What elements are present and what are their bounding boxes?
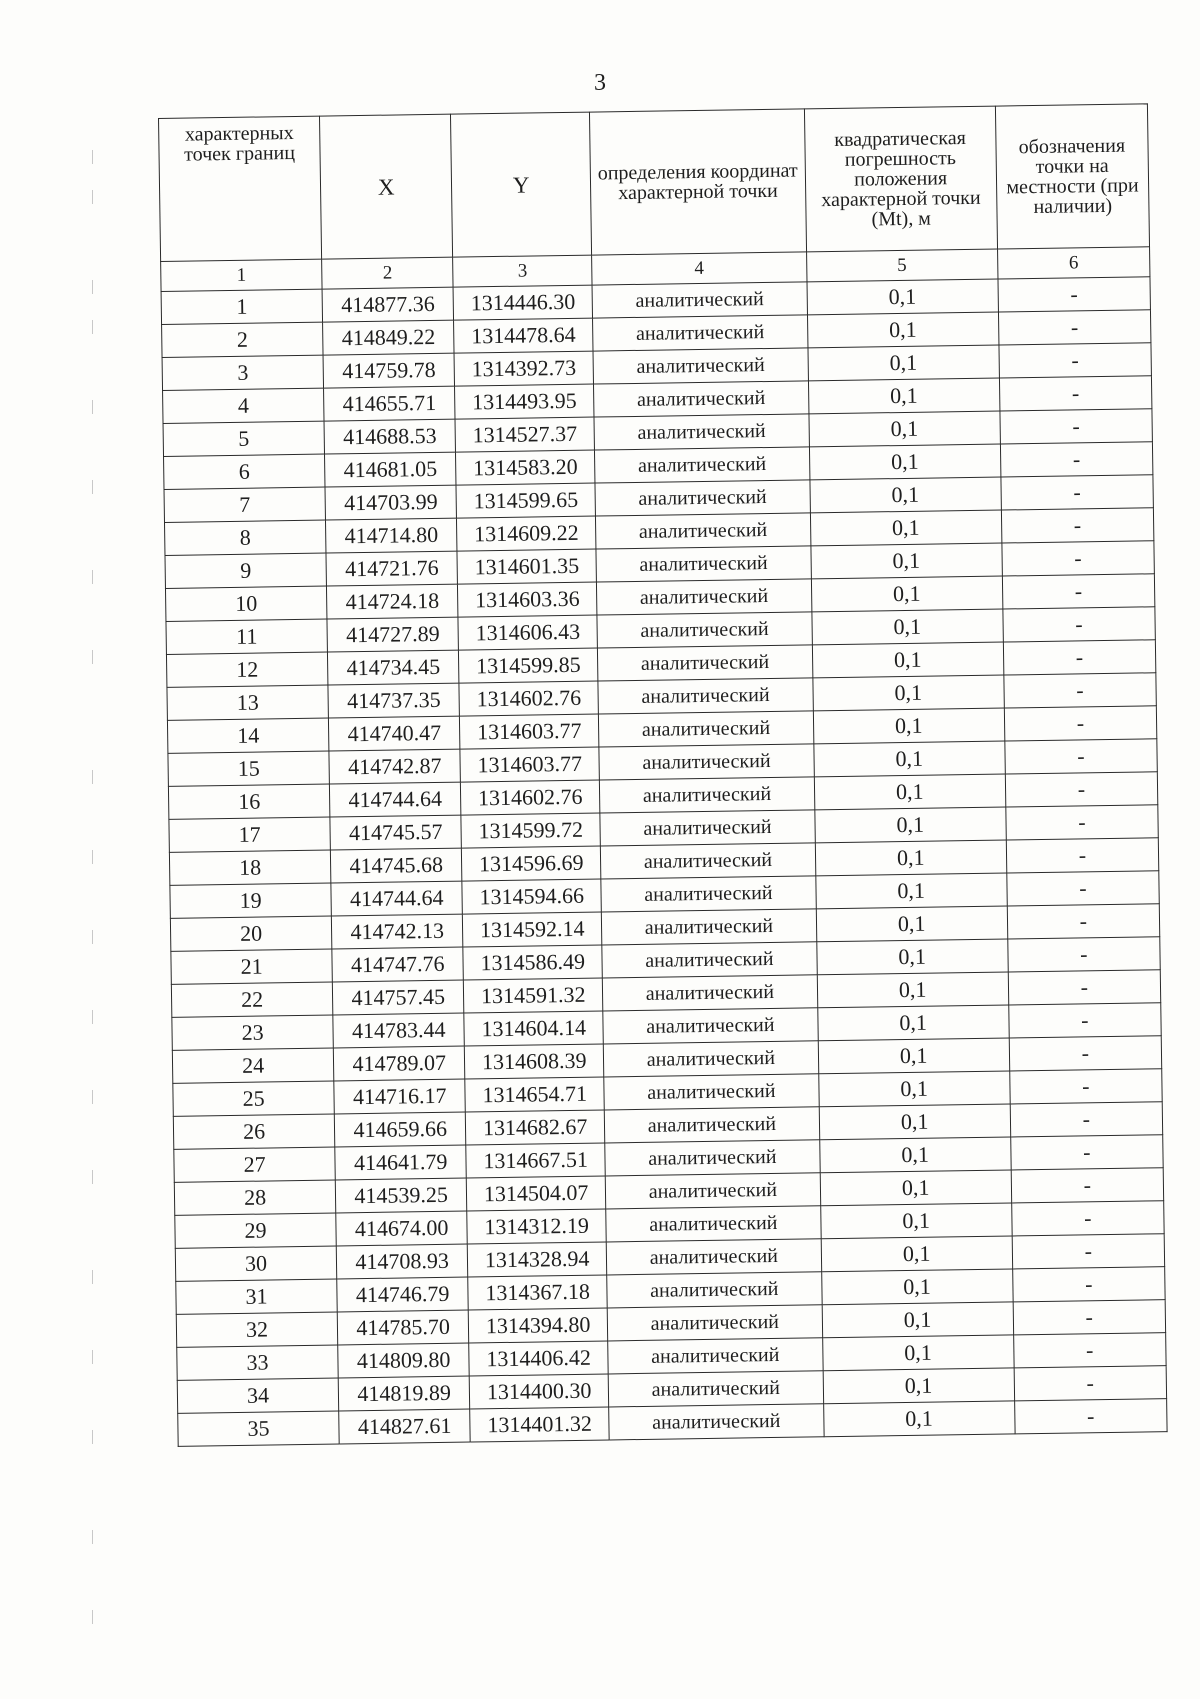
x-coordinate: 414746.79 [337, 1277, 469, 1312]
error-cell: 0,1 [809, 444, 1001, 480]
marking-cell: - [1005, 772, 1158, 807]
error-cell: 0,1 [818, 1038, 1010, 1074]
x-coordinate: 414724.18 [327, 584, 459, 619]
point-number: 10 [165, 586, 327, 621]
scan-mark [92, 190, 93, 204]
error-cell: 0,1 [808, 345, 1000, 381]
marking-cell: - [1006, 838, 1159, 873]
method-cell: аналитический [605, 1173, 820, 1209]
point-number: 34 [177, 1378, 339, 1413]
y-coordinate: 1314599.65 [456, 483, 595, 518]
scan-mark [92, 1270, 93, 1284]
method-cell: аналитический [594, 381, 809, 417]
scan-mark [92, 650, 93, 664]
x-coordinate: 414727.89 [327, 617, 459, 652]
method-cell: аналитический [598, 645, 813, 681]
header-marking: обозначения точки на местности (при наличии) [995, 104, 1149, 249]
scan-mark [92, 1610, 93, 1624]
x-coordinate: 414783.44 [333, 1013, 465, 1048]
y-coordinate: 1314367.18 [468, 1275, 607, 1310]
y-coordinate: 1314596.69 [462, 846, 601, 881]
method-cell: аналитический [600, 810, 815, 846]
error-cell: 0,1 [811, 543, 1003, 579]
scan-mark [92, 1170, 93, 1184]
marking-cell: - [1001, 475, 1154, 510]
error-cell: 0,1 [812, 675, 1004, 711]
marking-cell: - [999, 343, 1152, 378]
marking-cell: - [1007, 937, 1160, 972]
point-number: 26 [173, 1114, 335, 1149]
point-number: 21 [171, 949, 333, 984]
x-coordinate: 414740.47 [329, 716, 461, 751]
method-cell: аналитический [594, 414, 809, 450]
point-number: 9 [165, 553, 327, 588]
method-cell: аналитический [604, 1074, 819, 1110]
y-coordinate: 1314328.94 [467, 1242, 606, 1277]
scan-mark [92, 1430, 93, 1444]
method-cell: аналитический [599, 744, 814, 780]
x-coordinate: 414688.53 [324, 419, 456, 454]
y-coordinate: 1314603.77 [460, 714, 599, 749]
point-number: 17 [169, 817, 331, 852]
y-coordinate: 1314493.95 [455, 384, 594, 419]
marking-cell: - [998, 277, 1151, 312]
point-number: 27 [174, 1147, 336, 1182]
x-coordinate: 414744.64 [331, 881, 463, 916]
x-coordinate: 414659.66 [334, 1112, 466, 1147]
point-number: 25 [173, 1081, 335, 1116]
marking-cell: - [1004, 706, 1157, 741]
point-number: 28 [174, 1180, 336, 1215]
method-cell: аналитический [597, 579, 812, 615]
marking-cell: - [1003, 640, 1156, 675]
point-number: 3 [162, 355, 324, 390]
error-cell: 0,1 [815, 840, 1007, 876]
point-number: 18 [169, 850, 331, 885]
method-cell: аналитический [609, 1404, 824, 1440]
method-cell: аналитический [601, 909, 816, 945]
point-number: 20 [170, 916, 332, 951]
x-coordinate: 414827.61 [339, 1409, 471, 1444]
error-cell: 0,1 [807, 279, 999, 315]
x-coordinate: 414789.07 [333, 1046, 465, 1081]
y-coordinate: 1314667.51 [466, 1143, 605, 1178]
point-number: 5 [163, 421, 325, 456]
marking-cell: - [1001, 508, 1154, 543]
error-cell: 0,1 [813, 741, 1005, 777]
x-coordinate: 414539.25 [335, 1178, 467, 1213]
error-cell: 0,1 [823, 1368, 1015, 1404]
y-coordinate: 1314608.39 [465, 1044, 604, 1079]
point-number: 13 [167, 685, 329, 720]
marking-cell: - [1002, 574, 1155, 609]
point-number: 15 [168, 751, 330, 786]
column-number: 5 [806, 249, 998, 282]
scan-mark [92, 150, 93, 164]
marking-cell: - [1009, 1069, 1162, 1104]
y-coordinate: 1314527.37 [455, 417, 594, 452]
error-cell: 0,1 [807, 312, 999, 348]
point-number: 6 [164, 454, 326, 489]
y-coordinate: 1314602.76 [461, 780, 600, 815]
y-coordinate: 1314592.14 [463, 912, 602, 947]
y-coordinate: 1314312.19 [467, 1209, 606, 1244]
x-coordinate: 414641.79 [335, 1145, 467, 1180]
point-number: 23 [172, 1015, 334, 1050]
error-cell: 0,1 [816, 906, 1008, 942]
x-coordinate: 414849.22 [323, 320, 455, 355]
method-cell: аналитический [607, 1272, 822, 1308]
coordinates-sheet [158, 103, 1168, 1447]
marking-cell: - [1005, 739, 1158, 774]
x-coordinate: 414737.35 [328, 683, 460, 718]
method-cell: аналитический [597, 612, 812, 648]
error-cell: 0,1 [812, 642, 1004, 678]
error-cell: 0,1 [811, 576, 1003, 612]
scan-mark [92, 850, 93, 864]
y-coordinate: 1314400.30 [469, 1374, 608, 1409]
error-cell: 0,1 [819, 1104, 1011, 1140]
error-cell: 0,1 [814, 774, 1006, 810]
error-cell: 0,1 [822, 1335, 1014, 1371]
method-cell: аналитический [607, 1305, 822, 1341]
marking-cell: - [1009, 1036, 1162, 1071]
x-coordinate: 414745.57 [330, 815, 462, 850]
x-coordinate: 414877.36 [322, 287, 454, 322]
point-number: 16 [168, 784, 330, 819]
y-coordinate: 1314606.43 [458, 615, 597, 650]
x-coordinate: 414757.45 [332, 980, 464, 1015]
y-coordinate: 1314654.71 [465, 1077, 604, 1112]
marking-cell: - [1004, 673, 1157, 708]
method-cell: аналитический [602, 942, 817, 978]
method-cell: аналитический [604, 1107, 819, 1143]
method-cell: аналитический [598, 678, 813, 714]
error-cell: 0,1 [811, 609, 1003, 645]
method-cell: аналитический [605, 1140, 820, 1176]
method-cell: аналитический [593, 315, 808, 351]
y-coordinate: 1314594.66 [462, 879, 601, 914]
marking-cell: - [999, 376, 1152, 411]
point-number: 12 [166, 652, 328, 687]
point-number: 31 [176, 1279, 338, 1314]
error-cell: 0,1 [809, 411, 1001, 447]
x-coordinate: 414747.76 [332, 947, 464, 982]
error-cell: 0,1 [818, 1071, 1010, 1107]
error-cell: 0,1 [822, 1302, 1014, 1338]
marking-cell: - [998, 310, 1151, 345]
header-y: Y [451, 112, 592, 257]
x-coordinate: 414745.68 [331, 848, 463, 883]
marking-cell: - [1002, 541, 1155, 576]
scan-mark [92, 1010, 93, 1024]
point-number: 29 [175, 1213, 337, 1248]
header-row [159, 104, 1150, 262]
error-cell: 0,1 [813, 708, 1005, 744]
x-coordinate: 414742.87 [329, 749, 461, 784]
point-number: 35 [178, 1411, 340, 1446]
error-cell: 0,1 [810, 477, 1002, 513]
column-number: 3 [453, 255, 592, 287]
method-cell: аналитический [593, 348, 808, 384]
method-cell: аналитический [599, 711, 814, 747]
method-cell: аналитический [603, 1008, 818, 1044]
error-cell: 0,1 [823, 1401, 1015, 1437]
scan-mark [92, 1090, 93, 1104]
method-cell: аналитический [600, 777, 815, 813]
x-coordinate: 414809.80 [338, 1343, 470, 1378]
y-coordinate: 1314446.30 [453, 285, 592, 320]
y-coordinate: 1314394.80 [468, 1308, 607, 1343]
error-cell: 0,1 [810, 510, 1002, 546]
method-cell: аналитический [595, 447, 810, 483]
error-cell: 0,1 [815, 873, 1007, 909]
marking-cell: - [1000, 409, 1153, 444]
point-number: 2 [162, 322, 324, 357]
marking-cell: - [1012, 1234, 1165, 1269]
y-coordinate: 1314603.36 [458, 582, 597, 617]
header-x: X [320, 114, 453, 259]
method-cell: аналитический [595, 480, 810, 516]
point-number: 33 [177, 1345, 339, 1380]
x-coordinate: 414819.89 [338, 1376, 470, 1411]
marking-cell: - [1007, 871, 1160, 906]
y-coordinate: 1314478.64 [454, 318, 593, 353]
scan-mark [92, 930, 93, 944]
y-coordinate: 1314599.72 [461, 813, 600, 848]
error-cell: 0,1 [808, 378, 1000, 414]
marking-cell: - [1007, 904, 1160, 939]
x-coordinate: 414716.17 [334, 1079, 466, 1114]
column-number: 2 [322, 257, 454, 289]
error-cell: 0,1 [817, 1005, 1009, 1041]
method-cell: аналитический [596, 513, 811, 549]
y-coordinate: 1314406.42 [469, 1341, 608, 1376]
method-cell: аналитический [596, 546, 811, 582]
scan-mark [92, 320, 93, 334]
scan-mark [92, 1350, 93, 1364]
x-coordinate: 414674.00 [336, 1211, 468, 1246]
method-cell: аналитический [606, 1239, 821, 1275]
header-point-name: характерных точек границ [159, 116, 322, 261]
x-coordinate: 414721.76 [326, 551, 458, 586]
marking-cell: - [1003, 607, 1156, 642]
coordinates-table [158, 103, 1168, 1447]
point-number: 1 [161, 289, 323, 324]
method-cell: аналитический [606, 1206, 821, 1242]
x-coordinate: 414681.05 [325, 452, 457, 487]
y-coordinate: 1314401.32 [470, 1407, 609, 1442]
error-cell: 0,1 [821, 1269, 1013, 1305]
scan-mark [92, 400, 93, 414]
method-cell: аналитический [603, 1041, 818, 1077]
point-number: 14 [167, 718, 329, 753]
method-cell: аналитический [608, 1371, 823, 1407]
y-coordinate: 1314599.85 [459, 648, 598, 683]
error-cell: 0,1 [816, 939, 1008, 975]
method-cell: аналитический [592, 282, 807, 318]
scan-mark [92, 570, 93, 584]
point-number: 8 [165, 520, 327, 555]
scan-mark [92, 280, 93, 294]
marking-cell: - [1014, 1399, 1167, 1434]
x-coordinate: 414655.71 [324, 386, 456, 421]
marking-cell: - [1006, 805, 1159, 840]
marking-cell: - [1008, 1003, 1161, 1038]
y-coordinate: 1314682.67 [466, 1110, 605, 1145]
method-cell: аналитический [601, 876, 816, 912]
point-number: 22 [171, 982, 333, 1017]
marking-cell: - [1000, 442, 1153, 477]
error-cell: 0,1 [820, 1170, 1012, 1206]
x-coordinate: 414714.80 [326, 518, 458, 553]
y-coordinate: 1314392.73 [454, 351, 593, 386]
column-number: 1 [161, 259, 323, 291]
point-number: 19 [170, 883, 332, 918]
point-number: 7 [164, 487, 326, 522]
y-coordinate: 1314604.14 [464, 1011, 603, 1046]
header-error: квадратическая погрешность положения характерной точки (Mt), м [804, 106, 997, 252]
scan-mark [92, 480, 93, 494]
marking-cell: - [1011, 1201, 1164, 1236]
method-cell: аналитический [600, 843, 815, 879]
y-coordinate: 1314504.07 [467, 1176, 606, 1211]
scan-mark [92, 1530, 93, 1544]
scan-edge-marks [92, 150, 94, 1670]
x-coordinate: 414703.99 [325, 485, 457, 520]
header-method: определения координат характерной точки [590, 109, 807, 255]
marking-cell: - [1014, 1366, 1167, 1401]
point-number: 4 [163, 388, 325, 423]
x-coordinate: 414708.93 [336, 1244, 468, 1279]
error-cell: 0,1 [821, 1236, 1013, 1272]
error-cell: 0,1 [814, 807, 1006, 843]
y-coordinate: 1314602.76 [459, 681, 598, 716]
marking-cell: - [1011, 1168, 1164, 1203]
x-coordinate: 414734.45 [328, 650, 460, 685]
marking-cell: - [1013, 1300, 1166, 1335]
page-number: 3 [594, 70, 606, 96]
method-cell: аналитический [608, 1338, 823, 1374]
x-coordinate: 414759.78 [323, 353, 455, 388]
method-cell: аналитический [602, 975, 817, 1011]
y-coordinate: 1314601.35 [457, 549, 596, 584]
y-coordinate: 1314586.49 [463, 945, 602, 980]
point-number: 24 [172, 1048, 334, 1083]
y-coordinate: 1314609.22 [457, 516, 596, 551]
x-coordinate: 414742.13 [331, 914, 463, 949]
y-coordinate: 1314591.32 [464, 978, 603, 1013]
y-coordinate: 1314583.20 [456, 450, 595, 485]
point-number: 11 [166, 619, 328, 654]
column-number: 6 [997, 247, 1150, 279]
y-coordinate: 1314603.77 [460, 747, 599, 782]
marking-cell: - [1010, 1102, 1163, 1137]
error-cell: 0,1 [820, 1203, 1012, 1239]
x-coordinate: 414785.70 [337, 1310, 469, 1345]
x-coordinate: 414744.64 [330, 782, 462, 817]
marking-cell: - [1010, 1135, 1163, 1170]
marking-cell: - [1008, 970, 1161, 1005]
marking-cell: - [1012, 1267, 1165, 1302]
point-number: 30 [175, 1246, 337, 1281]
error-cell: 0,1 [817, 972, 1009, 1008]
column-number: 4 [592, 252, 807, 285]
scan-mark [92, 770, 93, 784]
marking-cell: - [1013, 1333, 1166, 1368]
point-number: 32 [176, 1312, 338, 1347]
error-cell: 0,1 [819, 1137, 1011, 1173]
